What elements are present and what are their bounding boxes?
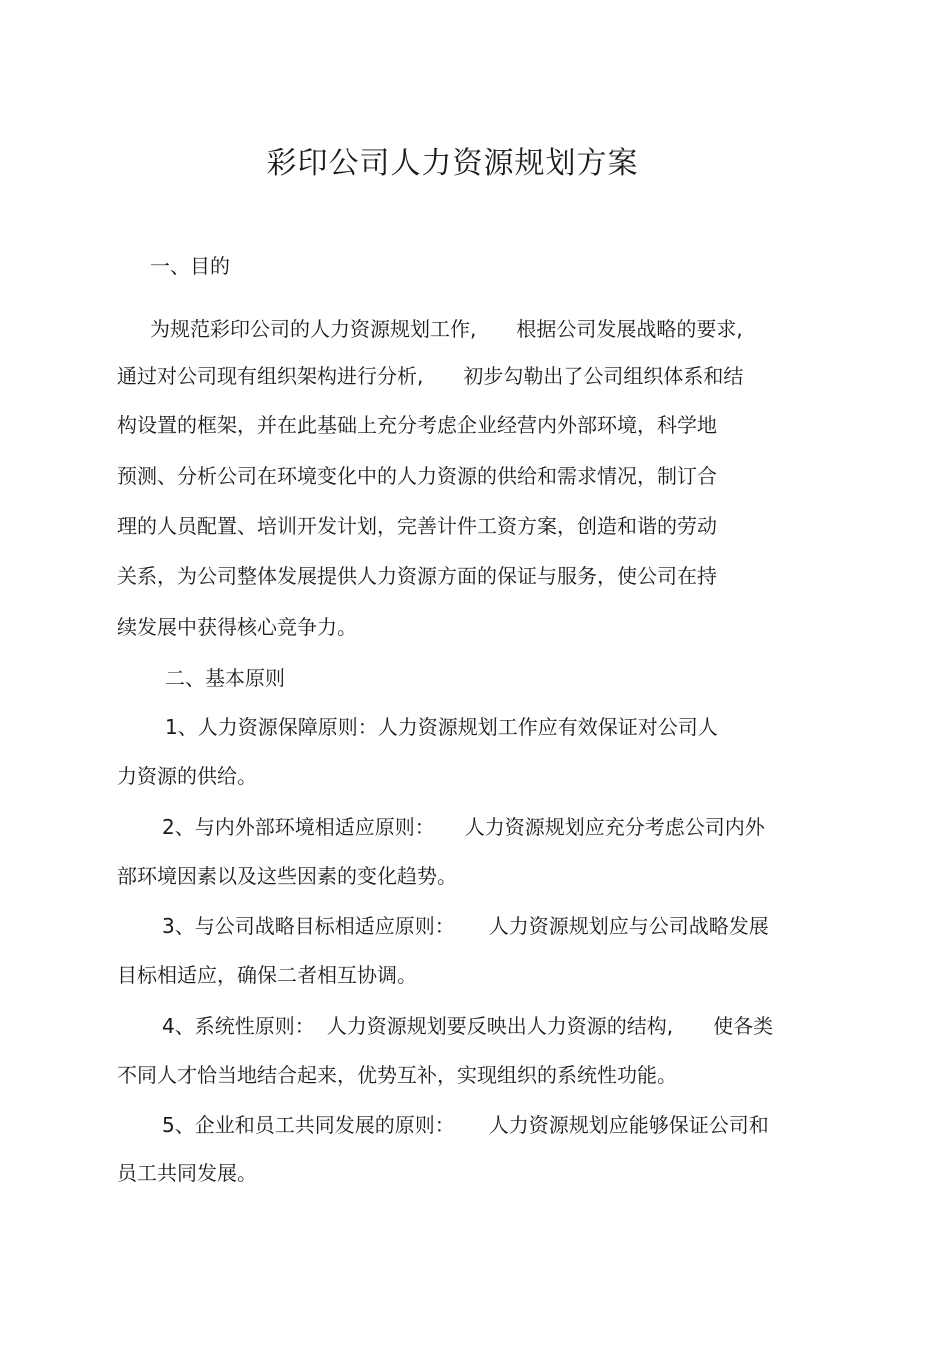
text-segment: 4、系统性原则： (162, 1014, 315, 1038)
text-segment: 使各类 (713, 1014, 774, 1038)
text-segment: 人力资源规划应充分考虑公司内外 (464, 815, 765, 839)
text-segment: 人力资源规划应与公司战略发展 (488, 914, 769, 938)
text-segment: 5、企业和员工共同发展的原则： (162, 1113, 455, 1137)
principle-item-line (162, 812, 765, 842)
text-segment: 2、与内外部环境相适应原则： (162, 815, 435, 839)
principle-item-line: 目标相适应，确保二者相互协调。 (117, 963, 417, 987)
paragraph-line: 理的人员配置、培训开发计划，完善计件工资方案，创造和谐的劳动 (117, 514, 717, 538)
principle-item-line (162, 911, 769, 941)
paragraph-line (150, 314, 743, 344)
section-heading-principles: 二、基本原则 (165, 666, 285, 690)
text-segment: 人力资源规划要反映出人力资源的结构, (326, 1014, 674, 1038)
principle-item-line: 1、人力资源保障原则：人力资源规划工作应有效保证对公司人 (165, 715, 718, 739)
principle-item-line: 员工共同发展。 (117, 1161, 257, 1185)
paragraph-line: 预测、分析公司在环境变化中的人力资源的供给和需求情况，制订合 (117, 464, 717, 488)
paragraph-line: 续发展中获得核心竞争力。 (117, 615, 357, 639)
paragraph-line (117, 361, 743, 391)
principle-item-line (162, 1110, 769, 1140)
text-segment: 通过对公司现有组织架构进行分析, (117, 364, 424, 388)
principle-item-line: 部环境因素以及这些因素的变化趋势。 (117, 864, 457, 888)
text-segment: 人力资源规划应能够保证公司和 (488, 1113, 769, 1137)
section-heading-purpose: 一、目的 (150, 254, 230, 278)
document-title: 彩印公司人力资源规划方案 (266, 146, 639, 181)
text-segment: 3、与公司战略目标相适应原则： (162, 914, 455, 938)
principle-item-line (162, 1011, 773, 1041)
paragraph-line: 关系，为公司整体发展提供人力资源方面的保证与服务，使公司在持 (117, 564, 717, 588)
text-segment: 根据公司发展战略的要求, (516, 317, 743, 341)
text-segment: 初步勾勒出了公司组织体系和结 (463, 364, 744, 388)
text-segment: 为规范彩印公司的人力资源规划工作, (150, 317, 477, 341)
principle-item-line: 不同人才恰当地结合起来，优势互补，实现组织的系统性功能。 (117, 1063, 677, 1087)
principle-item-line: 力资源的供给。 (117, 764, 257, 788)
paragraph-line: 构设置的框架，并在此基础上充分考虑企业经营内外部环境，科学地 (117, 413, 717, 437)
